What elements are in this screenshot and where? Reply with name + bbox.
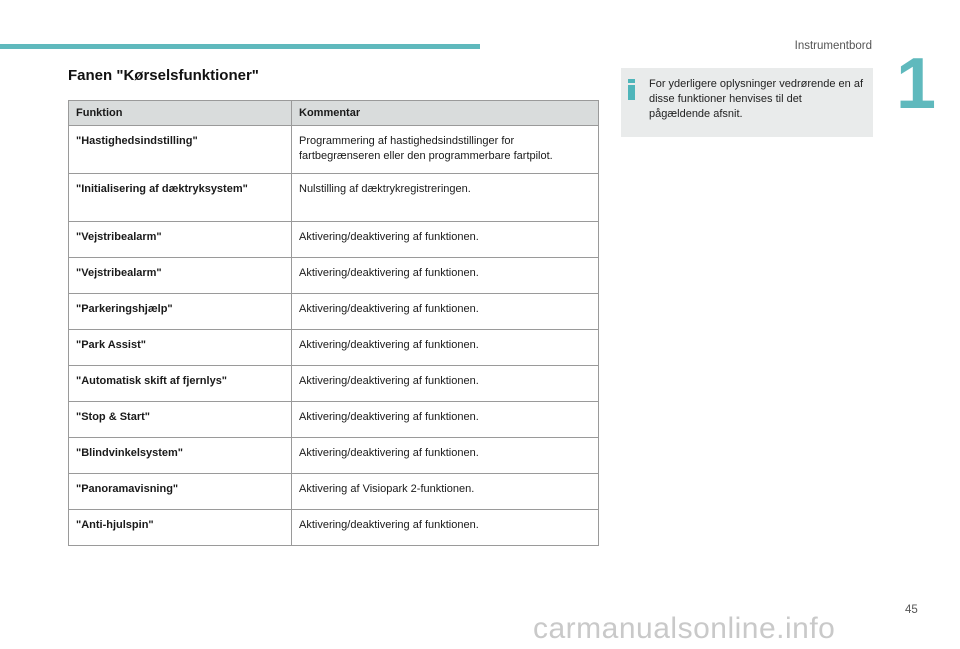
table-row: [69, 174, 599, 222]
table-row: [69, 258, 599, 294]
function-cell: "Panoramavisning": [69, 474, 292, 510]
comment-cell: Programmering af hastighedsindstillinger for fartbegrænseren eller den programmerbare fartpilot.: [292, 126, 599, 174]
comment-cell: Aktivering/deaktivering af funktionen.: [292, 366, 599, 402]
function-cell: "Parkeringshjælp": [69, 294, 292, 330]
column-header-comment: Kommentar: [292, 101, 599, 126]
comment-cell: Aktivering/deaktivering af funktionen.: [292, 438, 599, 474]
function-cell: "Blindvinkelsystem": [69, 438, 292, 474]
function-cell: "Park Assist": [69, 330, 292, 366]
comment-cell: Aktivering/deaktivering af funktionen.: [292, 258, 599, 294]
comment-cell: Aktivering/deaktivering af funktionen.: [292, 222, 599, 258]
function-cell: "Automatisk skift af fjernlys": [69, 366, 292, 402]
function-cell: "Vejstribealarm": [69, 258, 292, 294]
page-title: Fanen "Kørselsfunktioner": [68, 67, 259, 84]
comment-cell: Aktivering/deaktivering af funktionen.: [292, 330, 599, 366]
comment-cell: Aktivering/deaktivering af funktionen.: [292, 294, 599, 330]
chapter-number: 1: [896, 44, 937, 124]
comment-cell: Aktivering af Visiopark 2-funktionen.: [292, 474, 599, 510]
table-row: [69, 438, 599, 474]
function-cell: "Anti-hjulspin": [69, 510, 292, 546]
table-row: [69, 366, 599, 402]
table-row: [69, 222, 599, 258]
watermark: carmanualsonline.info: [533, 612, 836, 645]
header-accent-bar: [0, 44, 480, 49]
table-row: [69, 330, 599, 366]
table-row: [69, 510, 599, 546]
comment-cell: Aktivering/deaktivering af funktionen.: [292, 402, 599, 438]
comment-cell: Aktivering/deaktivering af funktionen.: [292, 510, 599, 546]
table-row: [69, 474, 599, 510]
info-note-text: For yderligere oplysninger vedrørende en af disse funktioner henvises til det pågældende afsnit.: [649, 78, 864, 120]
table-row: [69, 402, 599, 438]
comment-cell: Nulstilling af dæktrykregistreringen.: [292, 174, 599, 222]
table-row: [69, 126, 599, 174]
function-cell: "Initialisering af dæktryksystem": [69, 174, 292, 222]
page-number: 45: [905, 604, 918, 616]
section-name: Instrumentbord: [794, 40, 872, 52]
function-cell: "Hastighedsindstilling": [69, 126, 292, 174]
function-cell: "Vejstribealarm": [69, 222, 292, 258]
table-header-row: [69, 101, 599, 126]
column-header-function: Funktion: [69, 101, 292, 126]
info-icon: [628, 79, 635, 100]
function-cell: "Stop & Start": [69, 402, 292, 438]
table-row: [69, 294, 599, 330]
functions-table: [68, 100, 599, 546]
info-note-box: [621, 68, 873, 137]
